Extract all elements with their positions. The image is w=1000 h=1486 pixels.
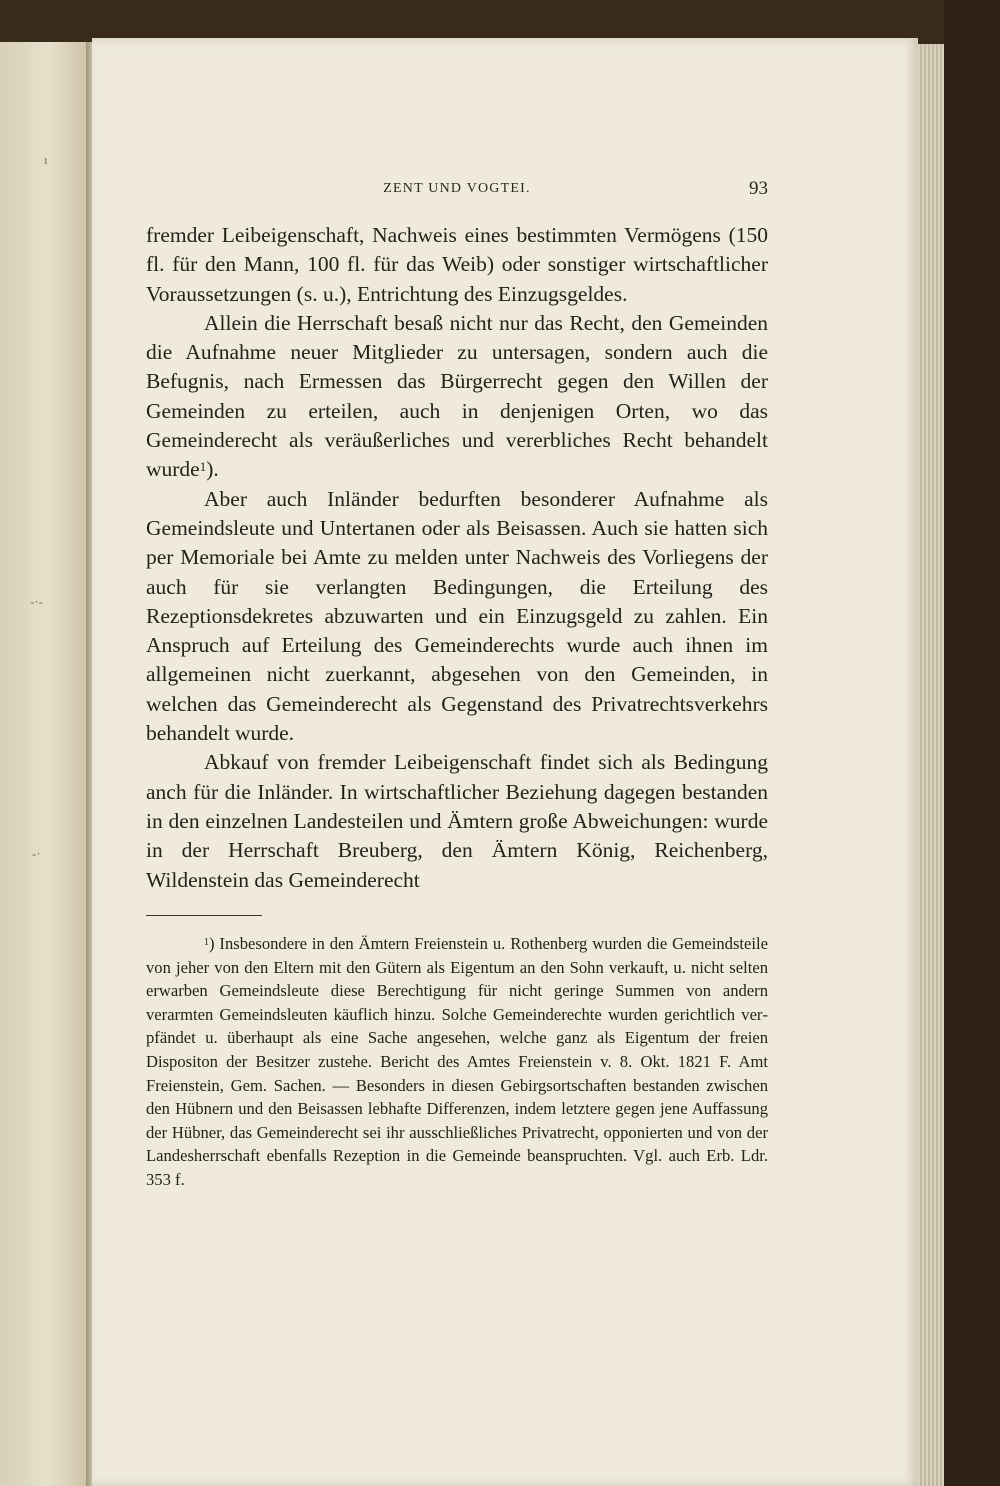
facing-page-edge <box>0 42 88 1486</box>
footnote-marker: 1 <box>204 937 209 949</box>
running-head: ZENT UND VOGTEI. <box>383 181 531 196</box>
footnote-separator <box>146 915 262 916</box>
page-header <box>146 178 768 200</box>
margin-dash-mark: -·- <box>30 594 43 609</box>
footnote <box>146 932 768 1192</box>
paragraph-text: Allein die Herrschaft besaß nicht nur das Recht, den Gemeinden die Aufnahme neuer Mitglieder zu untersagen, sondern auch die Befugnis, nach Ermessen das Bürgerrecht gegen den Willen der Gemeinden zu erteilen, auch in denjenigen Orten, wo das Gemeinderecht als veräußerliches und vererbliches Recht behandelt wurde <box>146 310 768 482</box>
paragraph <box>146 309 768 485</box>
paragraph: Abkauf von fremder Leibeigenschaft findet sich als Bedingung anch für die Inländer. In wirtschaftlicher Beziehung dagegen bestanden in den einzelnen Landesteilen und Ämtern große Abweichungen: wurde in der Herrschaft Breuberg, den Ämtern König, Reichenberg, Wildenstein das Gemeinderecht <box>146 750 768 892</box>
footnote-text: ) Insbesondere in den Ämtern Freienstein u. Rothenberg wurden die Gemeindsteile von jeher von den Eltern mit den Gütern als Eigentum an den Sohn verkauft, u. nicht selten erwarben Gemeindsleute diese Berechtigung für nicht geringe Summen von andern verarmten Gemeindsleuten käuflich hinzu. Solche Gemeinderechte wurden gerichtlich verpfändet u. überhaupt als eine Sache angesehen, welche ganz als Eigentum der freien Dispositon der Besitzer zustehe. Bericht des Amtes Freienstein v. 8. Okt. 1821 F. Amt Freienstein, Gem. Sachen. — Besonders in diesen Gebirgsortschaften bestanden zwischen den Hübnern und den Beisassen lebhafte Differenzen, indem letztere gegen jene Auffassung der Hübner, das Gemeinderecht sei ihr ausschließliches Privatrecht, opponierten und von der Landesherrschaft ebenfalls Rezeption in die Gemeinde beanspruchten. Vgl. auch Erb. Ldr. 353 f. <box>146 934 768 1189</box>
footnote-reference: 1 <box>199 460 207 475</box>
footnote-paragraph <box>146 932 768 1192</box>
body-text <box>146 221 768 895</box>
paragraph: fremder Leibeigenschaft, Nachweis eines bestimmten Vermögens (150 fl. für den Mann, 100 fl. für das Weib) oder sonstiger wirtschaftlicher Voraussetzungen (s. u.), Entrichtung des Einzugsgeldes. <box>146 223 768 306</box>
page-number: 93 <box>749 178 768 199</box>
margin-tick-mark: ı <box>44 152 48 167</box>
margin-arrow-mark: -· <box>32 846 41 861</box>
page-block-edge <box>918 44 944 1486</box>
scan-border <box>944 0 1000 1486</box>
paragraph-end: ). <box>206 457 219 482</box>
paragraph: Aber auch Inländer bedurften besonderer Aufnahme als Gemeindsleute und Untertanen oder als Beisassen. Auch sie hatten sich per Memoriale bei Amte zu melden unter Nachweis des Vorliegens der auch für sie verlangten Bedingungen, die Erteilung des Rezeptionsdekretes abzuwarten und ein Einzugsgeld zu zahlen. Ein Anspruch auf Erteilung des Gemeinderechts wurde auch ihnen im allgemeinen nicht zuerkannt, abgesehen von den Gemeinden, in welchen das Gemeinderecht als Gegenstand des Privatrechtsverkehrs behandelt wurde. <box>146 486 768 746</box>
